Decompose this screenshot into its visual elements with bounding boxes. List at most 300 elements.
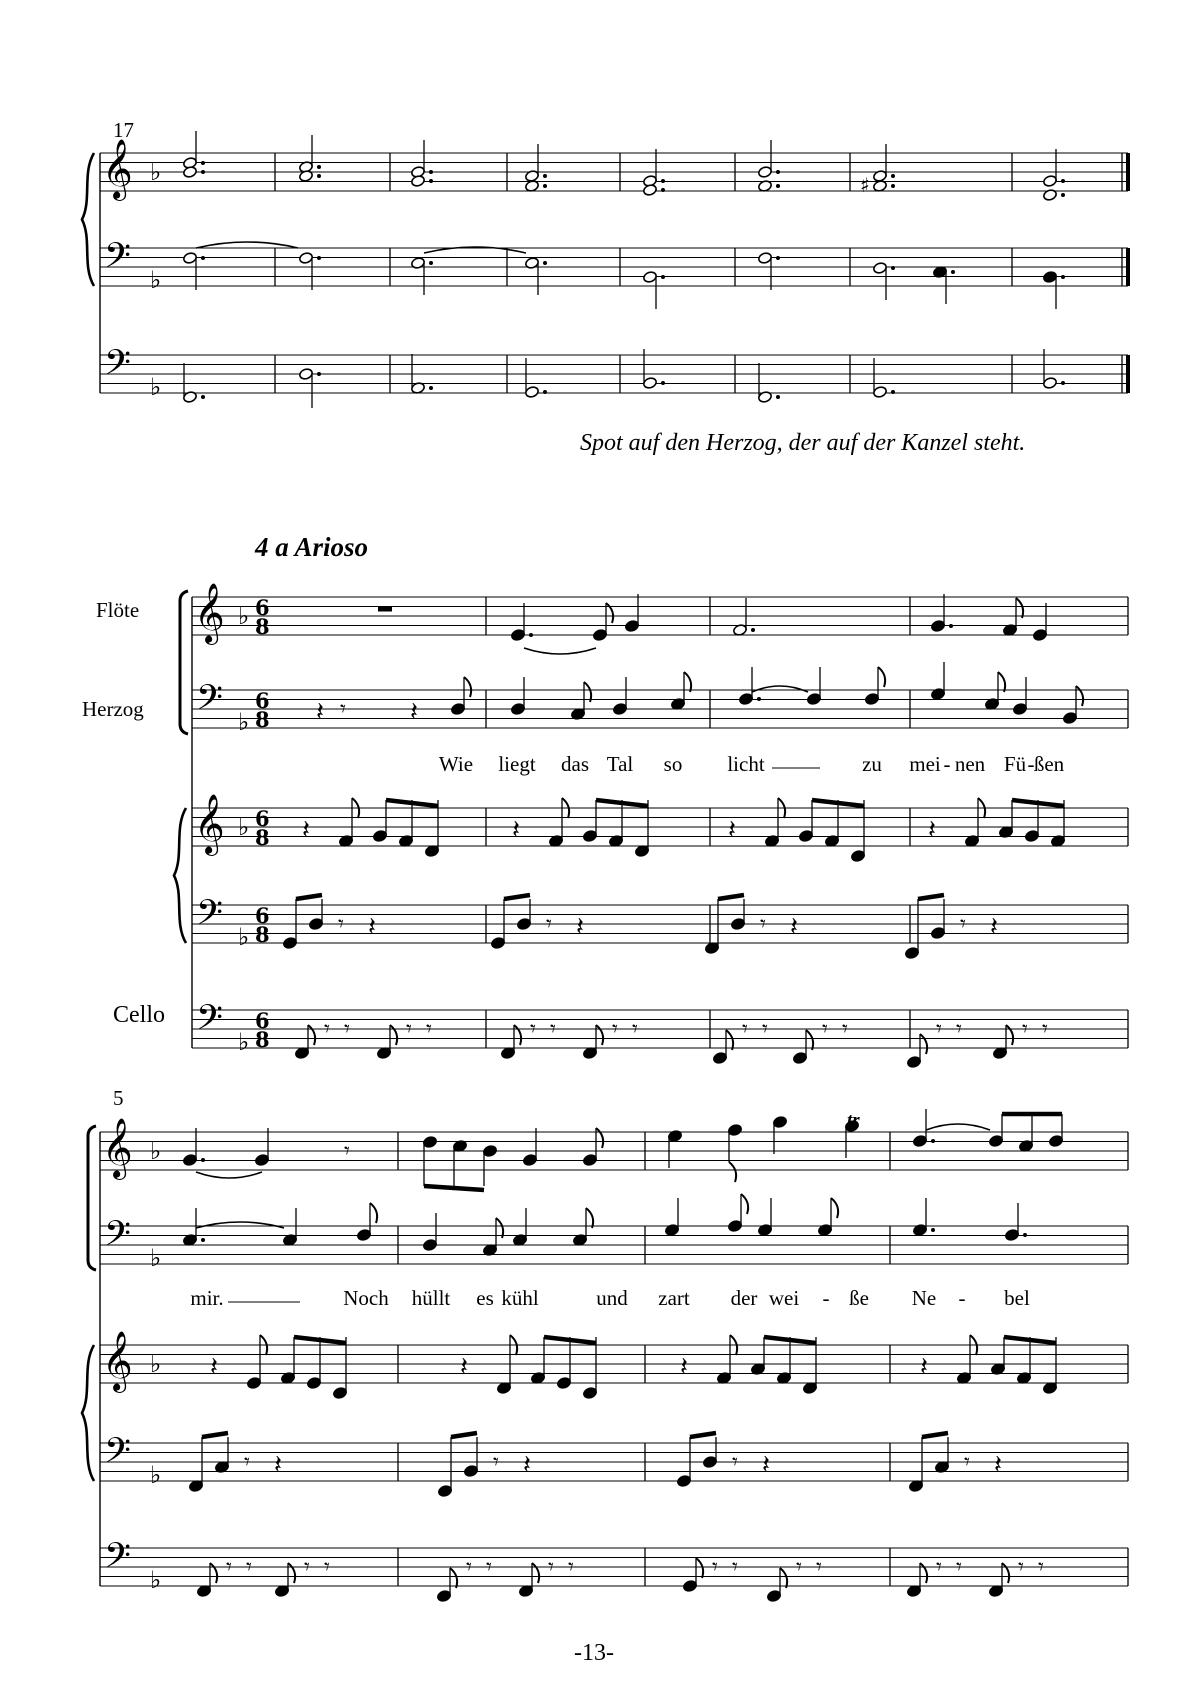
dot xyxy=(661,188,665,192)
eighth-rest: 𝄾 xyxy=(760,912,766,937)
quarter-rest: 𝄽 xyxy=(920,1352,928,1382)
flag xyxy=(920,1034,927,1054)
note-head xyxy=(873,386,888,399)
flat-icon: ♭ xyxy=(150,266,162,294)
beam xyxy=(202,1433,228,1437)
eighth-rest: 𝄾 xyxy=(344,1139,350,1164)
flat-icon: ♭ xyxy=(150,1244,162,1272)
note-head xyxy=(758,166,773,179)
eighth-rest: 𝄾 xyxy=(226,1555,232,1580)
whole-rest xyxy=(378,607,392,612)
note-head xyxy=(511,629,526,642)
quarter-rest: 𝄽 xyxy=(512,815,520,845)
note-head xyxy=(613,703,628,716)
dot xyxy=(757,697,761,701)
time-signature-top: 6 xyxy=(255,688,270,713)
lyric-syllable: und xyxy=(596,1286,628,1310)
brace-icon xyxy=(82,153,94,286)
dot xyxy=(201,161,205,165)
lyric-syllable: zart xyxy=(658,1286,690,1310)
flag xyxy=(726,1030,733,1050)
dot xyxy=(1061,179,1065,183)
dot xyxy=(317,174,321,178)
flag xyxy=(920,1563,927,1583)
bass-clef-icon: 𝄢 xyxy=(104,342,132,391)
lyric-syllable: Noch xyxy=(343,1286,389,1310)
dot xyxy=(776,395,780,399)
note-head xyxy=(767,1590,782,1603)
instrument-label-cello: Cello xyxy=(113,1002,165,1028)
dot xyxy=(429,179,433,183)
quarter-rest: 𝄽 xyxy=(990,912,998,942)
dot xyxy=(1023,1233,1027,1237)
note-head xyxy=(907,1056,922,1069)
flag xyxy=(390,1025,397,1045)
note-head xyxy=(247,1377,262,1390)
note-head xyxy=(255,1154,270,1167)
flag xyxy=(532,1563,539,1583)
lyric-syllable: Fü xyxy=(1003,752,1027,776)
lyric-syllable: bel xyxy=(1004,1286,1030,1310)
note-head xyxy=(464,1465,479,1478)
eighth-rest: 𝄾 xyxy=(324,1555,330,1580)
eighth-rest: 𝄾 xyxy=(344,1017,350,1042)
flag xyxy=(450,1568,457,1588)
flag xyxy=(596,1128,603,1148)
note-head xyxy=(643,377,658,390)
eighth-rest: 𝄾 xyxy=(340,697,346,722)
dot xyxy=(891,390,895,394)
note-head xyxy=(758,252,773,265)
lyric-syllable: - xyxy=(1027,752,1035,776)
lyric-syllable: Ne xyxy=(911,1286,937,1310)
eighth-rest: 𝄾 xyxy=(1018,1555,1024,1580)
flag xyxy=(998,672,1005,692)
bracket-icon xyxy=(180,591,188,734)
flag xyxy=(1006,1025,1013,1045)
eighth-rest: 𝄾 xyxy=(1022,1017,1028,1042)
quarter-rest: 𝄽 xyxy=(410,697,418,727)
note-head xyxy=(437,1590,452,1603)
quarter-rest: 𝄽 xyxy=(762,1450,770,1480)
bass-clef-icon: 𝄢 xyxy=(196,677,224,726)
treble-clef-icon: 𝄞 xyxy=(102,1331,133,1391)
quarter-rest: 𝄽 xyxy=(928,815,936,845)
quarter-rest: 𝄽 xyxy=(302,815,310,845)
bass-clef-icon: 𝄢 xyxy=(104,1430,132,1479)
eighth-rest: 𝄾 xyxy=(406,1017,412,1042)
note-head xyxy=(423,1239,438,1252)
dot xyxy=(931,1228,935,1232)
note-head xyxy=(1043,175,1058,188)
note-head xyxy=(793,1052,808,1065)
lyric-syllable: so xyxy=(663,752,683,776)
flat-icon: ♭ xyxy=(150,1461,162,1489)
note-head xyxy=(511,703,526,716)
dot xyxy=(891,184,895,188)
eighth-rest: 𝄾 xyxy=(338,912,344,937)
measure-number-5: 5 xyxy=(113,1086,124,1110)
note-head xyxy=(438,1485,453,1498)
time-signature-bottom: 8 xyxy=(255,1027,270,1052)
notes xyxy=(183,131,1084,1602)
note-head xyxy=(773,1116,788,1129)
flag xyxy=(741,1194,748,1214)
dot xyxy=(529,633,533,637)
quarter-rest: 𝄽 xyxy=(316,697,324,727)
bass-clef-icon: 𝄢 xyxy=(104,1535,132,1584)
dot xyxy=(1061,193,1065,197)
note-head xyxy=(989,1135,1004,1148)
staff-lines xyxy=(100,153,1128,1586)
quarter-rest: 𝄽 xyxy=(210,1352,218,1382)
note-head xyxy=(1043,377,1058,390)
time-signature-top: 6 xyxy=(255,806,270,831)
dot xyxy=(661,275,665,279)
eighth-rest: 𝄾 xyxy=(548,1555,554,1580)
bracket-icon xyxy=(88,1126,96,1270)
time-signature-bottom: 8 xyxy=(255,825,270,850)
dot xyxy=(1061,381,1065,385)
bass-clef-icon: 𝄢 xyxy=(104,1213,132,1262)
note-head xyxy=(728,1124,743,1137)
note-head xyxy=(283,937,298,950)
note-head xyxy=(873,262,888,275)
eighth-rest: 𝄾 xyxy=(546,912,552,937)
eighth-rest: 𝄾 xyxy=(1038,1555,1044,1580)
eighth-rest: 𝄾 xyxy=(842,1017,848,1042)
flag xyxy=(596,1025,603,1045)
note-head xyxy=(731,918,746,931)
bass-clef-icon: 𝄢 xyxy=(196,892,224,941)
flag xyxy=(878,667,885,687)
lyric-syllable: mir. xyxy=(190,1286,224,1310)
beam xyxy=(1012,800,1064,806)
beam xyxy=(764,1337,816,1343)
quarter-rest: 𝄽 xyxy=(274,1450,282,1480)
dot xyxy=(951,270,955,274)
eighth-rest: 𝄾 xyxy=(568,1555,574,1580)
note-head xyxy=(683,1580,698,1593)
note-head xyxy=(1063,712,1078,725)
tie xyxy=(524,648,596,654)
beam xyxy=(812,800,864,806)
instrument-label-duke: Herzog xyxy=(82,697,144,721)
measure-number-17: 17 xyxy=(113,118,134,142)
dot xyxy=(1061,275,1065,279)
lyric-syllable: wei xyxy=(768,1286,800,1310)
eighth-rest: 𝄾 xyxy=(816,1555,822,1580)
note-head xyxy=(1005,1229,1020,1242)
beam xyxy=(386,800,438,806)
beam xyxy=(922,1433,948,1437)
lyric-syllable: ßen xyxy=(1033,752,1065,776)
time-signature-top: 6 xyxy=(255,903,270,928)
lyric-syllable: liegt xyxy=(498,752,536,776)
note-head xyxy=(1049,1135,1064,1148)
note-head xyxy=(357,1229,372,1242)
bass-clef-icon: 𝄢 xyxy=(104,235,132,284)
note-head xyxy=(183,166,198,179)
eighth-rest: 𝄾 xyxy=(246,1555,252,1580)
eighth-rest: 𝄾 xyxy=(244,1450,250,1475)
beam xyxy=(1004,1337,1056,1343)
beam xyxy=(296,895,322,899)
note-head xyxy=(739,693,754,706)
quarter-rest: 𝄽 xyxy=(790,912,798,942)
flat-icon: ♭ xyxy=(150,1137,162,1165)
note-head xyxy=(423,1136,438,1149)
beam xyxy=(451,1433,477,1437)
eighth-rest: 𝄾 xyxy=(956,1555,962,1580)
dot xyxy=(201,395,205,399)
quarter-rest: 𝄽 xyxy=(368,912,376,942)
note-head xyxy=(307,1377,322,1390)
dot xyxy=(429,386,433,390)
eighth-rest: 𝄾 xyxy=(304,1555,310,1580)
eighth-rest: 𝄾 xyxy=(493,1450,499,1475)
lyric-syllable: ße xyxy=(849,1286,869,1310)
dot xyxy=(543,184,547,188)
dot xyxy=(429,170,433,174)
dot xyxy=(201,170,205,174)
flag xyxy=(514,1025,521,1045)
quarter-rest: 𝄽 xyxy=(460,1352,468,1382)
flag xyxy=(831,1198,838,1218)
bass-clef-icon: 𝄢 xyxy=(196,997,224,1046)
note-head xyxy=(451,703,466,716)
eighth-rest: 𝄾 xyxy=(960,912,966,937)
dot xyxy=(776,256,780,260)
eighth-rest: 𝄾 xyxy=(742,1017,748,1042)
eighth-rest: 𝄾 xyxy=(796,1555,802,1580)
note-head xyxy=(913,1135,928,1148)
flag xyxy=(210,1563,217,1583)
dot xyxy=(891,266,895,270)
barlines xyxy=(100,153,1128,1586)
eighth-rest: 𝄾 xyxy=(1042,1017,1048,1042)
dot xyxy=(776,170,780,174)
flat-icon: ♭ xyxy=(150,158,162,186)
trill-marking: tr xyxy=(847,1110,860,1131)
beam xyxy=(424,1186,484,1190)
dot xyxy=(543,390,547,394)
eighth-rest: 𝄾 xyxy=(936,1555,942,1580)
instrument-label-flute: Flöte xyxy=(96,598,140,622)
dot xyxy=(949,624,953,628)
flag xyxy=(684,672,691,692)
eighth-rest: 𝄾 xyxy=(486,1555,492,1580)
quarter-rest: 𝄽 xyxy=(680,1352,688,1382)
eighth-rest: 𝄾 xyxy=(936,1017,942,1042)
eighth-rest: 𝄾 xyxy=(712,1555,718,1580)
lyric-syllable: der xyxy=(730,1286,758,1310)
note-head xyxy=(1025,830,1040,843)
time-signature-bottom: 8 xyxy=(255,922,270,947)
page-number: -13- xyxy=(574,1640,614,1666)
note-head xyxy=(851,850,866,863)
beam xyxy=(294,1337,346,1343)
note-head xyxy=(643,271,658,284)
eighth-rest: 𝄾 xyxy=(612,1017,618,1042)
brace-icon xyxy=(82,1345,94,1481)
dot xyxy=(201,1238,205,1242)
eighth-rest: 𝄾 xyxy=(762,1017,768,1042)
treble-clef-icon: 𝄞 xyxy=(194,583,225,643)
eighth-rest: 𝄾 xyxy=(964,1450,970,1475)
flag xyxy=(729,1162,736,1182)
flat-icon: ♭ xyxy=(238,602,250,630)
eighth-rest: 𝄾 xyxy=(550,1017,556,1042)
note-head xyxy=(373,830,388,843)
note-head xyxy=(713,1052,728,1065)
dot xyxy=(317,256,321,260)
beam xyxy=(690,1433,716,1437)
dot xyxy=(891,174,895,178)
tie xyxy=(752,686,808,692)
note-head xyxy=(1013,703,1028,716)
lyric-syllable: hüllt xyxy=(411,1286,451,1310)
treble-clef-icon: 𝄞 xyxy=(102,1118,133,1178)
flag xyxy=(806,1030,813,1050)
note-head xyxy=(299,252,314,265)
note-head xyxy=(1033,629,1048,642)
dot xyxy=(931,1139,935,1143)
flag xyxy=(308,1025,315,1045)
eighth-rest: 𝄾 xyxy=(732,1555,738,1580)
lyric-syllable: nen xyxy=(954,752,986,776)
lyric-syllable: - xyxy=(943,752,951,776)
dot xyxy=(201,1158,205,1162)
note-head xyxy=(1043,271,1058,284)
eighth-rest: 𝄾 xyxy=(732,1450,738,1475)
treble-clef-icon: 𝄞 xyxy=(102,139,133,199)
tie xyxy=(196,1172,262,1178)
eighth-rest: 𝄾 xyxy=(822,1017,828,1042)
note-head xyxy=(183,1154,198,1167)
note-head xyxy=(557,1377,572,1390)
note-head xyxy=(309,918,324,931)
flat-icon: ♭ xyxy=(238,708,250,736)
dot xyxy=(751,628,755,632)
note-head xyxy=(931,927,946,940)
quarter-rest: 𝄽 xyxy=(994,1450,1002,1480)
flag xyxy=(1016,598,1023,618)
flag xyxy=(1076,686,1083,706)
time-signature-bottom: 8 xyxy=(255,614,270,639)
beam xyxy=(718,895,744,899)
flag xyxy=(370,1203,377,1223)
time-signature-top: 6 xyxy=(255,595,270,620)
dot xyxy=(429,261,433,265)
note-head xyxy=(583,830,598,843)
note-head xyxy=(583,1154,598,1167)
note-head xyxy=(905,947,920,960)
beam xyxy=(504,895,530,899)
flat-icon: ♭ xyxy=(238,923,250,951)
note-head xyxy=(593,629,608,642)
note-head xyxy=(411,175,426,188)
note-head xyxy=(931,620,946,633)
flag xyxy=(288,1563,295,1583)
note-head xyxy=(299,368,314,381)
note-head xyxy=(583,1387,598,1400)
lyric-syllable: Wie xyxy=(438,752,474,776)
lyric-syllable: kühl xyxy=(501,1286,539,1310)
flat-icon: ♭ xyxy=(150,1350,162,1378)
note-head xyxy=(517,918,532,931)
lyric-syllable: Tal xyxy=(606,752,634,776)
sharp-icon: ♯ xyxy=(860,173,870,197)
beam xyxy=(596,800,648,806)
section-title: 4 a Arioso xyxy=(255,532,369,562)
flag xyxy=(1002,1563,1009,1583)
lyric-syllable: licht xyxy=(727,752,765,776)
lyric-syllable: das xyxy=(561,752,589,776)
flat-icon: ♭ xyxy=(238,1028,250,1056)
eighth-rest: 𝄾 xyxy=(530,1017,536,1042)
tie xyxy=(196,1222,284,1228)
note-head xyxy=(491,937,506,950)
stage-direction: Spot auf den Herzog, der auf der Kanzel steht. xyxy=(580,430,1026,456)
note-head xyxy=(865,693,880,706)
note-head xyxy=(525,386,540,399)
note-head xyxy=(333,1387,348,1400)
dot xyxy=(661,381,665,385)
brace-icon xyxy=(174,808,186,943)
lyric-syllable: zu xyxy=(862,752,882,776)
tie xyxy=(196,242,298,248)
note-head xyxy=(728,1220,743,1233)
lyric-syllable: - xyxy=(958,1286,966,1310)
note-head xyxy=(807,693,822,706)
dot xyxy=(776,184,780,188)
note-head xyxy=(183,252,198,265)
time-signature-bottom: 8 xyxy=(255,707,270,732)
flag xyxy=(464,677,471,697)
lyric-syllable: - xyxy=(822,1286,830,1310)
lyric-syllable: es xyxy=(476,1286,494,1310)
tie xyxy=(926,1124,990,1130)
note-head xyxy=(703,1456,718,1469)
note-head xyxy=(625,620,640,633)
beam xyxy=(918,895,944,899)
flat-icon: ♭ xyxy=(238,813,250,841)
flag xyxy=(586,1208,593,1228)
note-head xyxy=(643,184,658,197)
flat-icon: ♭ xyxy=(150,1566,162,1594)
time-signature-top: 6 xyxy=(255,1008,270,1033)
dot xyxy=(317,165,321,169)
lyric-syllable: mei xyxy=(909,752,941,776)
flat-icon: ♭ xyxy=(150,373,162,401)
quarter-rest: 𝄽 xyxy=(728,815,736,845)
flag xyxy=(780,1568,787,1588)
note-head xyxy=(799,830,814,843)
dot xyxy=(201,256,205,260)
eighth-rest: 𝄾 xyxy=(324,1017,330,1042)
treble-clef-icon: 𝄞 xyxy=(194,794,225,854)
note-head xyxy=(523,1154,538,1167)
clefs-and-keys xyxy=(82,139,870,1594)
eighth-rest: 𝄾 xyxy=(956,1017,962,1042)
eighth-rest: 𝄾 xyxy=(426,1017,432,1042)
beam xyxy=(544,1337,596,1343)
quarter-rest: 𝄽 xyxy=(523,1450,531,1480)
dot xyxy=(661,179,665,183)
dot xyxy=(543,174,547,178)
eighth-rest: 𝄾 xyxy=(632,1017,638,1042)
